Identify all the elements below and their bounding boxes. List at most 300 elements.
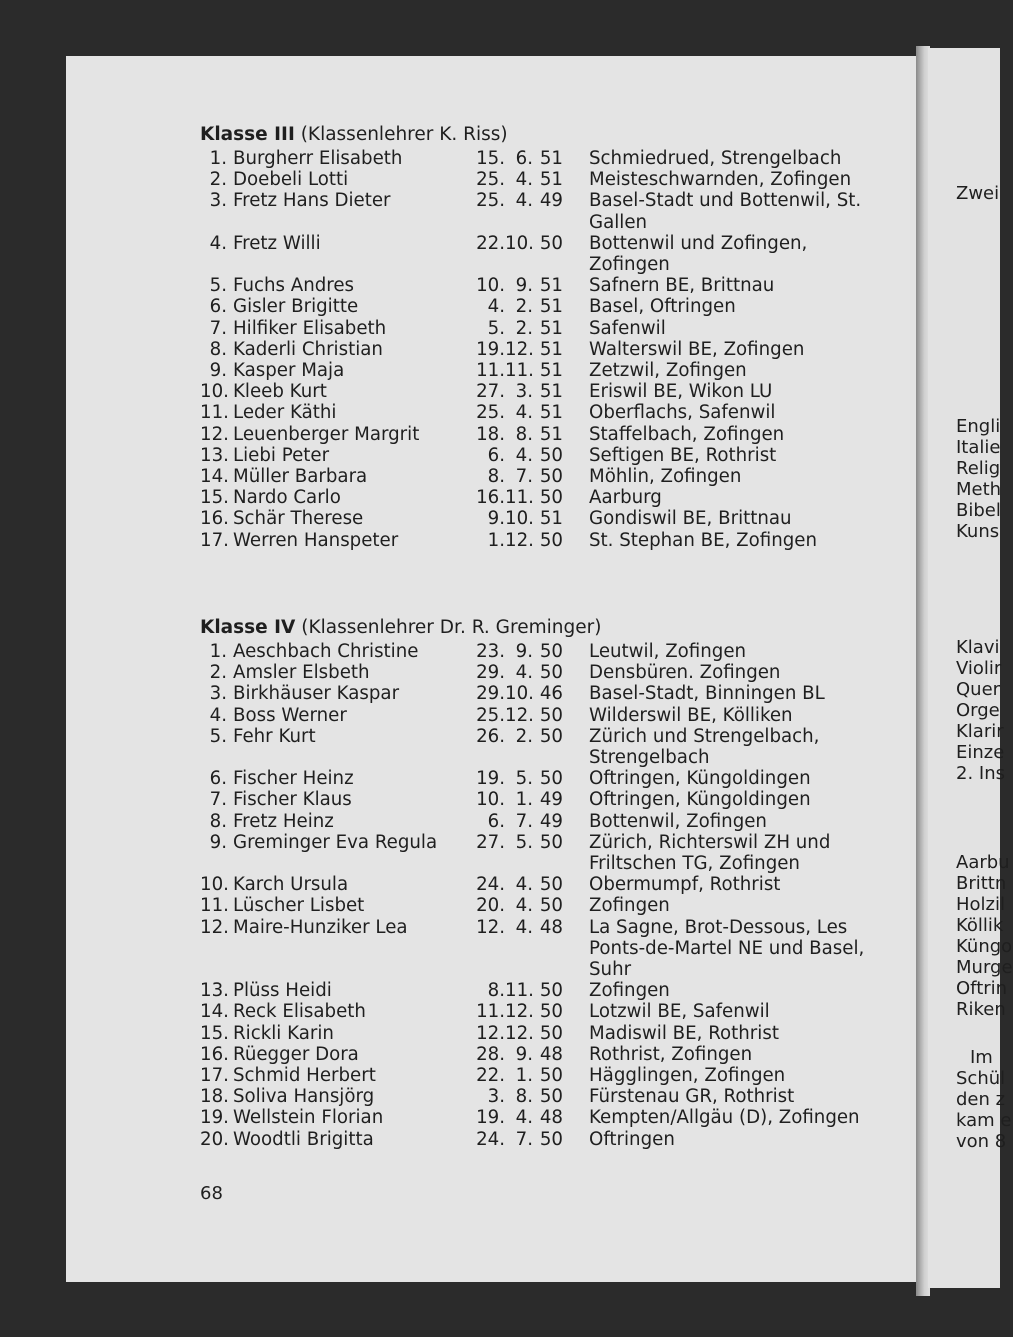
birth-year: 50 [539,444,563,466]
birth-year: 51 [539,360,563,382]
student-name: Fischer Heinz [233,768,354,790]
origin-residence: Staffelbach, Zofingen [589,423,785,445]
birth-year: 51 [539,381,563,403]
facing-page-text: Klarir [956,721,1004,742]
birth-day: 20. [476,895,505,917]
student-name: Aeschbach Christine [233,641,419,662]
row-number: 9. [209,360,227,382]
facing-page-text: von 8 [956,1131,1007,1152]
facing-page-text: Orge [956,700,1000,721]
origin-residence: Meisteschwarnden, Zofingen [589,169,852,191]
birth-month: 4. [515,190,533,212]
facing-page-text: Aarbu [956,852,1010,873]
birth-year: 51 [539,317,563,339]
birth-day: 22. [476,1065,505,1087]
birth-year: 50 [539,831,563,853]
student-row [200,726,920,768]
facing-page-text: Oftrin [956,978,1008,999]
origin-residence: Lotzwil BE, Safenwil [589,1001,770,1023]
student-name: Nardo Carlo [233,487,341,509]
origin-residence: Schmiedrued, Strengelbach [589,148,842,169]
student-name: Soliva Hansjörg [233,1086,375,1108]
birth-month: 10. [505,683,534,705]
student-list [200,148,920,551]
row-number: 7. [209,789,227,811]
birth-date [469,683,563,704]
birth-date [469,296,563,317]
facing-page-text: Relig [956,458,1001,479]
birth-month: 12. [505,704,534,726]
birth-date [469,487,563,508]
birth-day: 26. [476,725,505,747]
student-row [200,445,920,466]
student-row [200,789,920,810]
birth-month: 12. [505,338,534,360]
student-row [200,811,920,832]
birth-year: 49 [539,789,563,811]
class-iv-section [200,617,920,1150]
row-number: 10. [200,381,229,403]
student-row [200,917,920,981]
birth-day: 8. [487,466,505,488]
birth-day: 24. [476,1128,505,1150]
birth-day: 6. [487,810,505,832]
birth-day: 1. [487,529,505,551]
section-heading [200,124,920,148]
row-number: 5. [209,725,227,747]
facing-page-text: Brittn [956,873,1007,894]
student-row [200,381,920,402]
facing-page-text: Bibel [956,500,1001,521]
birth-year: 50 [539,641,563,662]
student-row [200,424,920,445]
birth-year: 51 [539,148,563,169]
class-iii-section [200,124,920,551]
student-row [200,662,920,683]
birth-day: 5. [487,317,505,339]
row-number: 11. [200,402,229,424]
birth-date [469,874,563,895]
student-name: Karch Ursula [233,874,349,896]
origin-residence: Oftringen, Küngoldingen [589,768,811,790]
birth-year: 51 [539,296,563,318]
row-number: 2. [209,662,227,684]
birth-date [469,381,563,402]
student-name: Schär Therese [233,508,364,530]
facing-page-text: Riken [956,999,1006,1020]
birth-day: 8. [487,980,505,1002]
birth-month: 1. [515,789,533,811]
facing-page-text: Violir [956,658,1002,679]
birth-date [469,705,563,726]
birth-year: 51 [539,338,563,360]
facing-page-text: den z [956,1089,1006,1110]
birth-day: 19. [476,338,505,360]
birth-day: 29. [476,662,505,684]
student-row [200,683,920,704]
birth-year: 50 [539,529,563,551]
facing-page-text: Köllik [956,915,1004,936]
birth-date [469,662,563,683]
student-row [200,318,920,339]
birth-month: 4. [515,169,533,191]
birth-month: 4. [515,916,533,938]
facing-page-text: Meth [956,479,1002,500]
birth-year: 50 [539,662,563,684]
birth-day: 16. [476,487,505,509]
student-row [200,895,920,916]
birth-date [469,1065,563,1086]
birth-year: 51 [539,402,563,424]
birth-year: 50 [539,895,563,917]
student-row [200,1065,920,1086]
row-number: 16. [200,1043,229,1065]
student-row [200,190,920,232]
student-name: Kleeb Kurt [233,381,327,403]
birth-year: 50 [539,874,563,896]
birth-month: 4. [515,1107,533,1129]
birth-year: 48 [539,1107,563,1129]
row-number: 16. [200,508,229,530]
origin-residence: Aarburg [589,487,662,509]
student-row [200,466,920,487]
birth-day: 18. [476,423,505,445]
origin-residence: Zürich und Strengelbach, Strengelbach [589,725,820,769]
facing-page-text: Schül [956,1068,1006,1089]
student-name: Boss Werner [233,704,347,726]
student-row [200,874,920,895]
birth-month: 4. [515,895,533,917]
row-number: 13. [200,444,229,466]
student-row [200,148,920,169]
student-name: Liebi Peter [233,444,330,466]
birth-day: 25. [476,704,505,726]
birth-year: 50 [539,1022,563,1044]
birth-day: 4. [487,296,505,318]
origin-residence: Oberflachs, Safenwil [589,402,776,424]
birth-month: 2. [515,296,533,318]
row-number: 8. [209,338,227,360]
birth-day: 19. [476,768,505,790]
student-name: Maire-Hunziker Lea [233,916,408,938]
facing-page-text: Zwei [956,183,1000,204]
origin-residence: Rothrist, Zofingen [589,1043,753,1065]
student-name: Fretz Hans Dieter [233,190,391,212]
origin-residence: Fürstenau GR, Rothrist [589,1086,795,1108]
birth-date [469,445,563,466]
student-row [200,296,920,317]
student-name: Hilfiker Elisabeth [233,317,387,339]
student-row [200,508,920,529]
birth-day: 27. [476,381,505,403]
birth-day: 25. [476,190,505,212]
birth-date [469,1107,563,1128]
row-number: 14. [200,466,229,488]
birth-day: 29. [476,683,505,705]
birth-date [469,1129,563,1150]
origin-residence: Möhlin, Zofingen [589,466,742,488]
origin-residence: Seftigen BE, Rothrist [589,444,777,466]
row-number: 15. [200,487,229,509]
facing-page-text: Engli [956,416,1001,437]
origin-residence: Safenwil [589,317,666,339]
student-name: Rickli Karin [233,1022,334,1044]
origin-residence: La Sagne, Brot-Dessous, Les Ponts-de-Martel NE und Basel, Suhr [589,916,865,981]
facing-page-text: Im [970,1047,993,1068]
row-number: 9. [209,831,227,853]
right-page [928,48,1013,1288]
row-number: 19. [200,1107,229,1129]
birth-date [469,980,563,1001]
birth-month: 2. [515,317,533,339]
student-row [200,1086,920,1107]
origin-residence: Walterswil BE, Zofingen [589,338,805,360]
row-number: 7. [209,317,227,339]
page-number: 68 [200,1183,223,1204]
student-row [200,1044,920,1065]
birth-year: 50 [539,980,563,1002]
birth-month: 5. [515,768,533,790]
origin-residence: Gondiswil BE, Brittnau [589,508,792,530]
birth-month: 4. [515,874,533,896]
birth-date [469,1023,563,1044]
birth-day: 28. [476,1043,505,1065]
student-name: Greminger Eva Regula [233,831,438,853]
birth-date [469,1044,563,1065]
class-teacher: (Klassenlehrer Dr. R. Greminger) [301,617,602,638]
student-list [200,641,920,1150]
row-number: 1. [209,641,227,662]
student-name: Leuenberger Margrit [233,423,420,445]
facing-page-text: Murge [956,957,1013,978]
origin-residence: Wilderswil BE, Kölliken [589,704,793,726]
student-row [200,487,920,508]
birth-year: 51 [539,275,563,297]
birth-month: 10. [505,232,534,254]
row-number: 1. [209,148,227,169]
birth-month: 9. [515,1043,533,1065]
birth-day: 10. [476,789,505,811]
row-number: 13. [200,980,229,1002]
student-row [200,1001,920,1022]
birth-month: 5. [515,831,533,853]
origin-residence: Kempten/Allgäu (D), Zofingen [589,1107,860,1129]
row-number: 18. [200,1086,229,1108]
birth-day: 24. [476,874,505,896]
birth-date [469,811,563,832]
origin-residence: Zürich, Richterswil ZH und Friltschen TG, Zofingen [589,831,831,875]
birth-year: 51 [539,423,563,445]
birth-day: 12. [476,916,505,938]
birth-month: 7. [515,466,533,488]
birth-month: 11. [505,980,534,1002]
birth-day: 12. [476,1022,505,1044]
student-name: Schmid Herbert [233,1065,376,1087]
birth-month: 4. [515,402,533,424]
birth-month: 7. [515,1128,533,1150]
class-teacher: (Klassenlehrer K. Riss) [300,124,508,145]
student-name: Gisler Brigitte [233,296,359,318]
birth-date [469,917,563,981]
birth-month: 8. [515,1086,533,1108]
birth-year: 49 [539,810,563,832]
origin-residence: Zetzwil, Zofingen [589,360,747,382]
birth-year: 50 [539,1001,563,1023]
student-name: Lüscher Lisbet [233,895,365,917]
row-number: 12. [200,423,229,445]
birth-date [469,1001,563,1022]
row-number: 15. [200,1022,229,1044]
birth-date [469,1086,563,1107]
origin-residence: Zofingen [589,895,670,917]
birth-year: 50 [539,725,563,747]
origin-residence: Basel-Stadt, Binningen BL [589,683,825,705]
birth-year: 48 [539,1043,563,1065]
birth-month: 12. [505,529,534,551]
row-number: 5. [209,275,227,297]
birth-day: 23. [476,641,505,662]
birth-year: 50 [539,1086,563,1108]
facing-page-text: kam e [956,1110,1012,1131]
student-row [200,402,920,423]
birth-date [469,789,563,810]
birth-month: 3. [515,381,533,403]
facing-page-text: Küngo [956,936,1013,957]
student-name: Fehr Kurt [233,725,316,747]
row-number: 17. [200,529,229,551]
birth-month: 12. [505,1022,534,1044]
birth-year: 50 [539,232,563,254]
birth-date [469,360,563,381]
origin-residence: St. Stephan BE, Zofingen [589,529,817,551]
row-number: 6. [209,296,227,318]
origin-residence: Oftringen, Küngoldingen [589,789,811,811]
birth-month: 9. [515,275,533,297]
birth-date [469,424,563,445]
birth-month: 12. [505,1001,534,1023]
row-number: 4. [209,704,227,726]
birth-date [469,768,563,789]
birth-date [469,726,563,768]
birth-year: 48 [539,916,563,938]
birth-day: 11. [476,360,505,382]
birth-date [469,148,563,169]
birth-day: 19. [476,1107,505,1129]
facing-page-text: Italie [956,437,1001,458]
student-name: Plüss Heidi [233,980,332,1002]
birth-year: 50 [539,487,563,509]
birth-day: 25. [476,402,505,424]
student-row [200,360,920,381]
birth-day: 27. [476,831,505,853]
student-name: Woodtli Brigitta [233,1128,374,1150]
birth-month: 2. [515,725,533,747]
birth-month: 8. [515,423,533,445]
class-title: Klasse IV [200,617,296,638]
student-name: Werren Hanspeter [233,529,399,551]
birth-date [469,318,563,339]
student-name: Rüegger Dora [233,1043,359,1065]
birth-date [469,895,563,916]
birth-day: 11. [476,1001,505,1023]
birth-month: 1. [515,1065,533,1087]
birth-year: 50 [539,704,563,726]
birth-month: 11. [505,487,534,509]
student-row [200,233,920,275]
birth-month: 9. [515,641,533,662]
birth-year: 50 [539,768,563,790]
row-number: 20. [200,1128,229,1150]
student-row [200,169,920,190]
row-number: 4. [209,232,227,254]
facing-page-text: 2. Ins [956,763,1005,784]
birth-month: 4. [515,444,533,466]
student-row [200,530,920,551]
birth-date [469,190,563,232]
student-name: Fretz Heinz [233,810,334,832]
origin-residence: Eriswil BE, Wikon LU [589,381,773,403]
origin-residence: Safnern BE, Brittnau [589,275,775,297]
origin-residence: Zofingen [589,980,670,1002]
birth-date [469,169,563,190]
birth-day: 6. [487,444,505,466]
birth-year: 50 [539,1128,563,1150]
origin-residence: Oftringen [589,1128,675,1150]
birth-date [469,641,563,662]
row-number: 12. [200,916,229,938]
row-number: 10. [200,874,229,896]
student-name: Reck Elisabeth [233,1001,366,1023]
row-number: 17. [200,1065,229,1087]
birth-month: 6. [515,148,533,169]
student-row [200,641,920,662]
birth-date [469,508,563,529]
student-name: Müller Barbara [233,466,368,488]
birth-month: 4. [515,662,533,684]
row-number: 3. [209,683,227,705]
birth-year: 49 [539,190,563,212]
birth-day: 9. [487,508,505,530]
birth-month: 7. [515,810,533,832]
birth-month: 10. [505,508,534,530]
student-row [200,980,920,1001]
student-name: Fuchs Andres [233,275,355,297]
origin-residence: Basel, Oftringen [589,296,736,318]
student-row [200,339,920,360]
origin-residence: Bottenwil und Zofingen, Zofingen [589,232,808,276]
section-heading [200,617,920,641]
facing-page-text: Kuns [956,521,1000,542]
student-row [200,1107,920,1128]
student-name: Fretz Willi [233,232,321,254]
birth-day: 22. [476,232,505,254]
facing-page-text: Klavi [956,637,1000,658]
origin-residence: Basel-Stadt und Bottenwil, St. Gallen [589,190,862,233]
facing-page-text: Quer [956,679,1001,700]
row-number: 3. [209,190,227,212]
origin-residence: Densbüren. Zofingen [589,662,781,684]
birth-date [469,339,563,360]
student-name: Doebeli Lotti [233,169,349,191]
student-name: Burgherr Elisabeth [233,148,403,169]
student-name: Birkhäuser Kaspar [233,683,400,705]
student-row [200,1023,920,1044]
student-row [200,705,920,726]
origin-residence: Hägglingen, Zofingen [589,1065,786,1087]
origin-residence: Leutwil, Zofingen [589,641,747,662]
birth-month: 11. [505,360,534,382]
birth-day: 15. [476,148,505,169]
